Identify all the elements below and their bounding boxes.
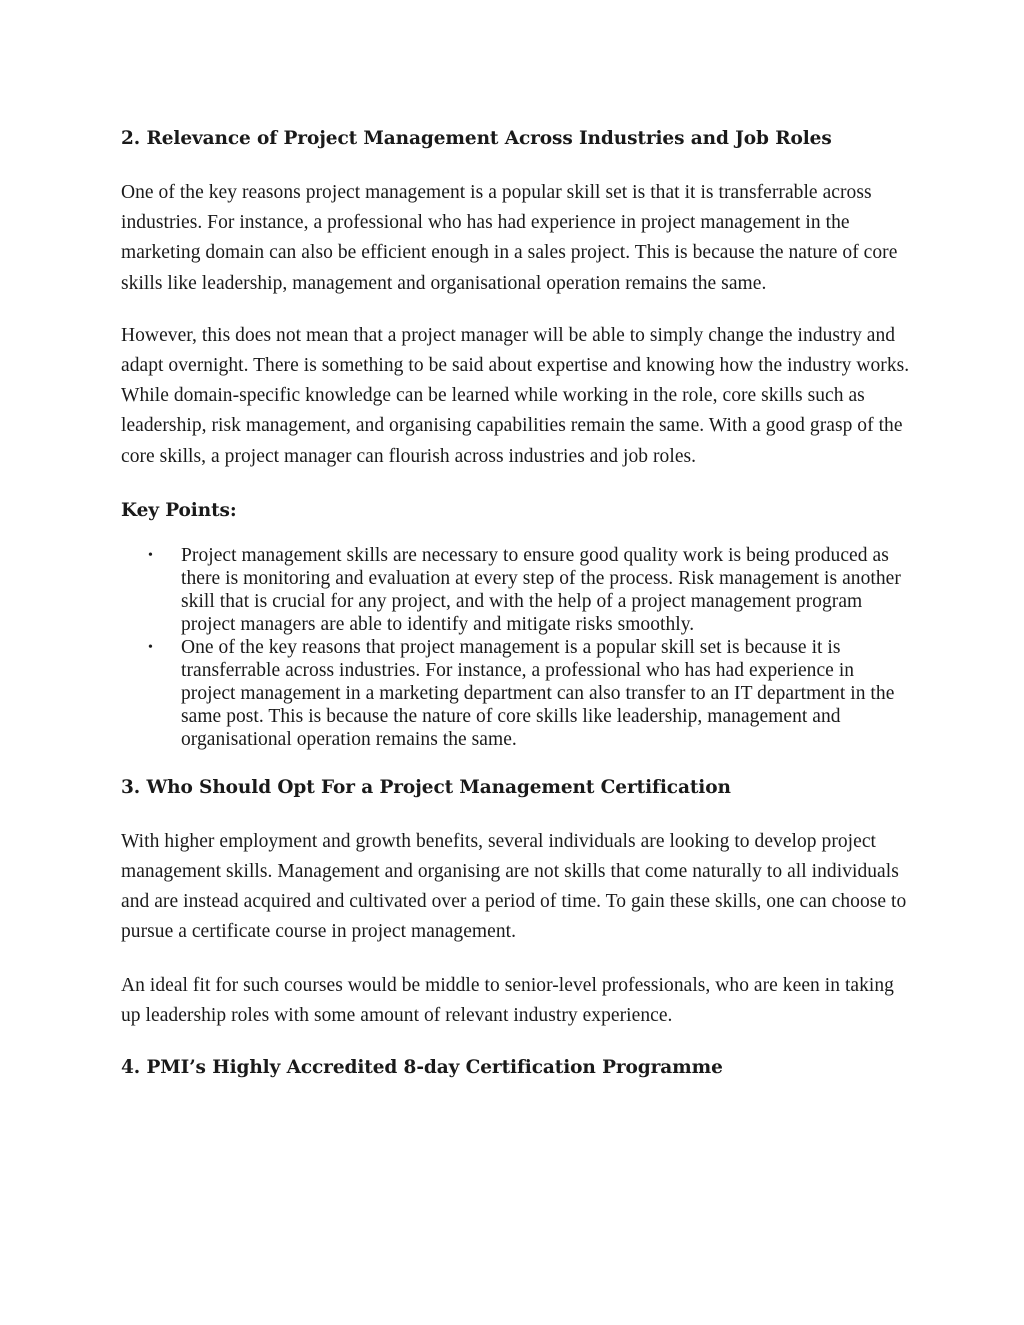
paragraph-transferrable: One of the key reasons project management is a popular skill set is that it is transferrable across industries. For instance, a professional who has had experience in project management in the marketing domain can also be efficient enough in a sales project. This is because the nature of core skills like leadership, management and organisational operation remains the same.	[121, 182, 898, 294]
document-page	[121, 124, 911, 1083]
bullet-icon: •	[148, 639, 153, 655]
list-item-text: Project management skills are necessary to ensure good quality work is being produced as there is monitoring and evaluation at every step of the process. Risk management is another skill that is crucial for any project, and with the help of a project management program project managers are able to identify and mitigate risks smoothly.	[181, 544, 901, 635]
section-heading-relevance: 2. Relevance of Project Management Across Industries and Job Roles	[121, 128, 832, 149]
paragraph-employment-benefits: With higher employment and growth benefits, several individuals are looking to develop project management skills. Management and organising are not skills that come naturally to all individuals and are instead acquired and cultivated over a period of time. To gain these skills, one can choose to pursue a certificate course in project management.	[121, 830, 907, 943]
list-item-text: One of the key reasons that project management is a popular skill set is because it is transferrable across industries. For instance, a professional who has had experience in project management in a marketing department can also transfer to an IT department in the same post. This is because the nature of core skills like leadership, management and organisational operation remains the same.	[181, 636, 895, 750]
section-heading-who-should-opt: 3. Who Should Opt For a Project Management Certification	[121, 776, 731, 798]
bullet-icon: •	[148, 547, 153, 563]
key-points-list	[121, 544, 911, 751]
list-item	[121, 636, 911, 751]
section-heading-pmi-programme: 4. PMI’s Highly Accredited 8-day Certification Programme	[121, 1057, 723, 1079]
paragraph-ideal-fit: An ideal fit for such courses would be middle to senior-level professionals, who are keen in taking up leadership roles with some amount of relevant industry experience.	[121, 974, 894, 1026]
list-item	[121, 544, 911, 636]
paragraph-expertise: However, this does not mean that a project manager will be able to simply change the industry and adapt overnight. There is something to be said about expertise and knowing how the industry works. While domain-specific knowledge can be learned while working in the role, core skills such as leadership, risk management, and organising capabilities remain the same. With a good grasp of the core skills, a project manager can flourish across industries and job roles.	[121, 324, 910, 467]
key-points-title: Key Points:	[121, 499, 237, 521]
